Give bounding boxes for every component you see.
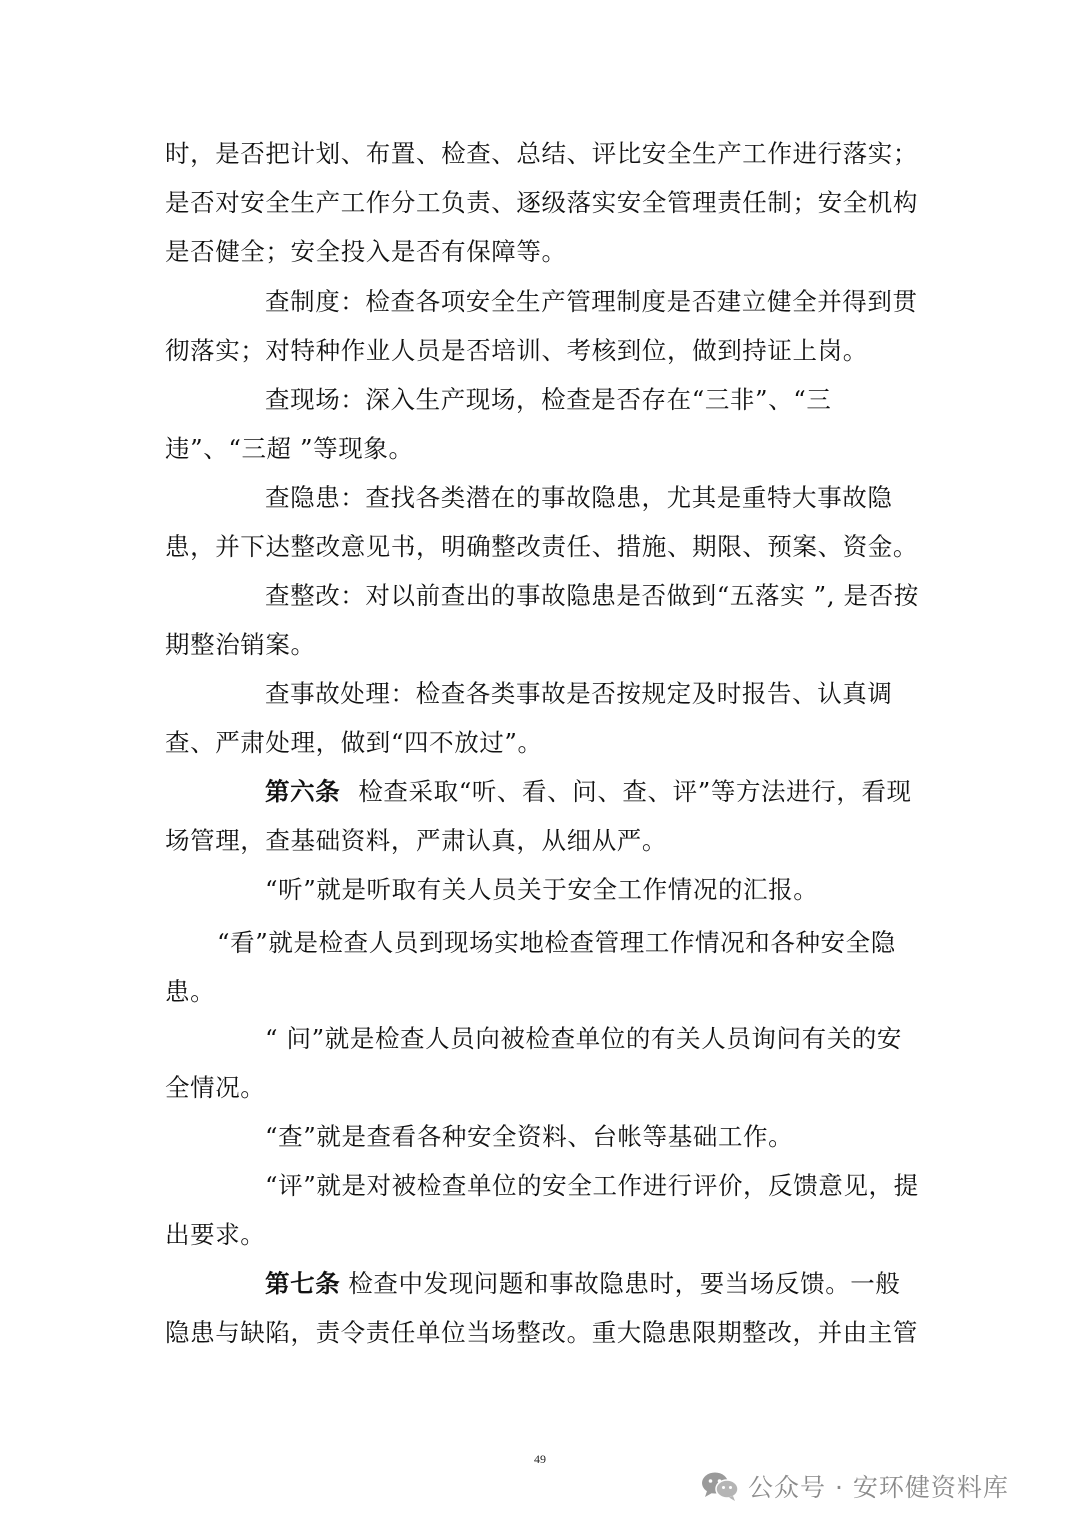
article-6-heading: 第六条	[265, 777, 341, 806]
paragraph-ask: “ 问”就是检查人员向被检查单位的有关人员询问有关的安全情况。	[165, 1024, 903, 1102]
watermark-text: 公众号 · 安环健资料库	[748, 1473, 1009, 1502]
article-6-text: 检查采取“听、看、问、查、评”等方法进行，看现场管理，查基础资料，严肃认真，从细从严。	[165, 777, 912, 855]
paragraph-evaluate: “评”就是对被检查单位的安全工作进行评价，反馈意见，提出要求。	[165, 1171, 919, 1249]
watermark	[700, 1464, 1009, 1508]
paragraph-check-system: 查制度：检查各项安全生产管理制度是否建立健全并得到贯彻落实；对特种作业人员是否培训、考核到位，做到持证上岗。	[165, 287, 918, 365]
article-7-text: 检查中发现问题和事故隐患时，要当场反馈。一般隐患与缺陷，责令责任单位当场整改。重大隐患限期整改，并由主管	[165, 1269, 918, 1347]
paragraph-check-rectification: 查整改：对以前查出的事故隐患是否做到“五落实 ”, 是否按期整治销案。	[165, 581, 919, 659]
paragraph-inspect: “查”就是查看各种安全资料、台帐等基础工作。	[265, 1122, 794, 1151]
paragraph-look: “看”就是检查人员到现场实地检查管理工作情况和各种安全隐患。	[165, 928, 896, 1006]
paragraph-check-site: 查现场：深入生产现场，检查是否存在“三非”、“三违”、“三超 ”等现象。	[165, 385, 832, 463]
page-number: 49	[534, 1452, 546, 1466]
paragraph-1: 时，是否把计划、布置、检查、总结、评比安全生产工作进行落实；是否对安全生产工作分工负责、逐级落实安全管理责任制；安全机构是否健全；安全投入是否有保障等。	[165, 139, 918, 266]
article-7	[165, 1259, 925, 1357]
article-6	[165, 767, 925, 865]
wechat-icon	[700, 1470, 740, 1502]
paragraph-check-hazards: 查隐患：查找各类潜在的事故隐患，尤其是重特大事故隐患，并下达整改意见书，明确整改责任、措施、期限、预案、资金。	[165, 483, 918, 561]
paragraph-listen: “听”就是听取有关人员关于安全工作情况的汇报。	[265, 875, 819, 904]
article-7-heading: 第七条	[265, 1269, 341, 1298]
paragraph-check-accident: 查事故处理：检查各类事故是否按规定及时报告、认真调查、严肃处理，做到“四不放过”。	[165, 679, 893, 757]
